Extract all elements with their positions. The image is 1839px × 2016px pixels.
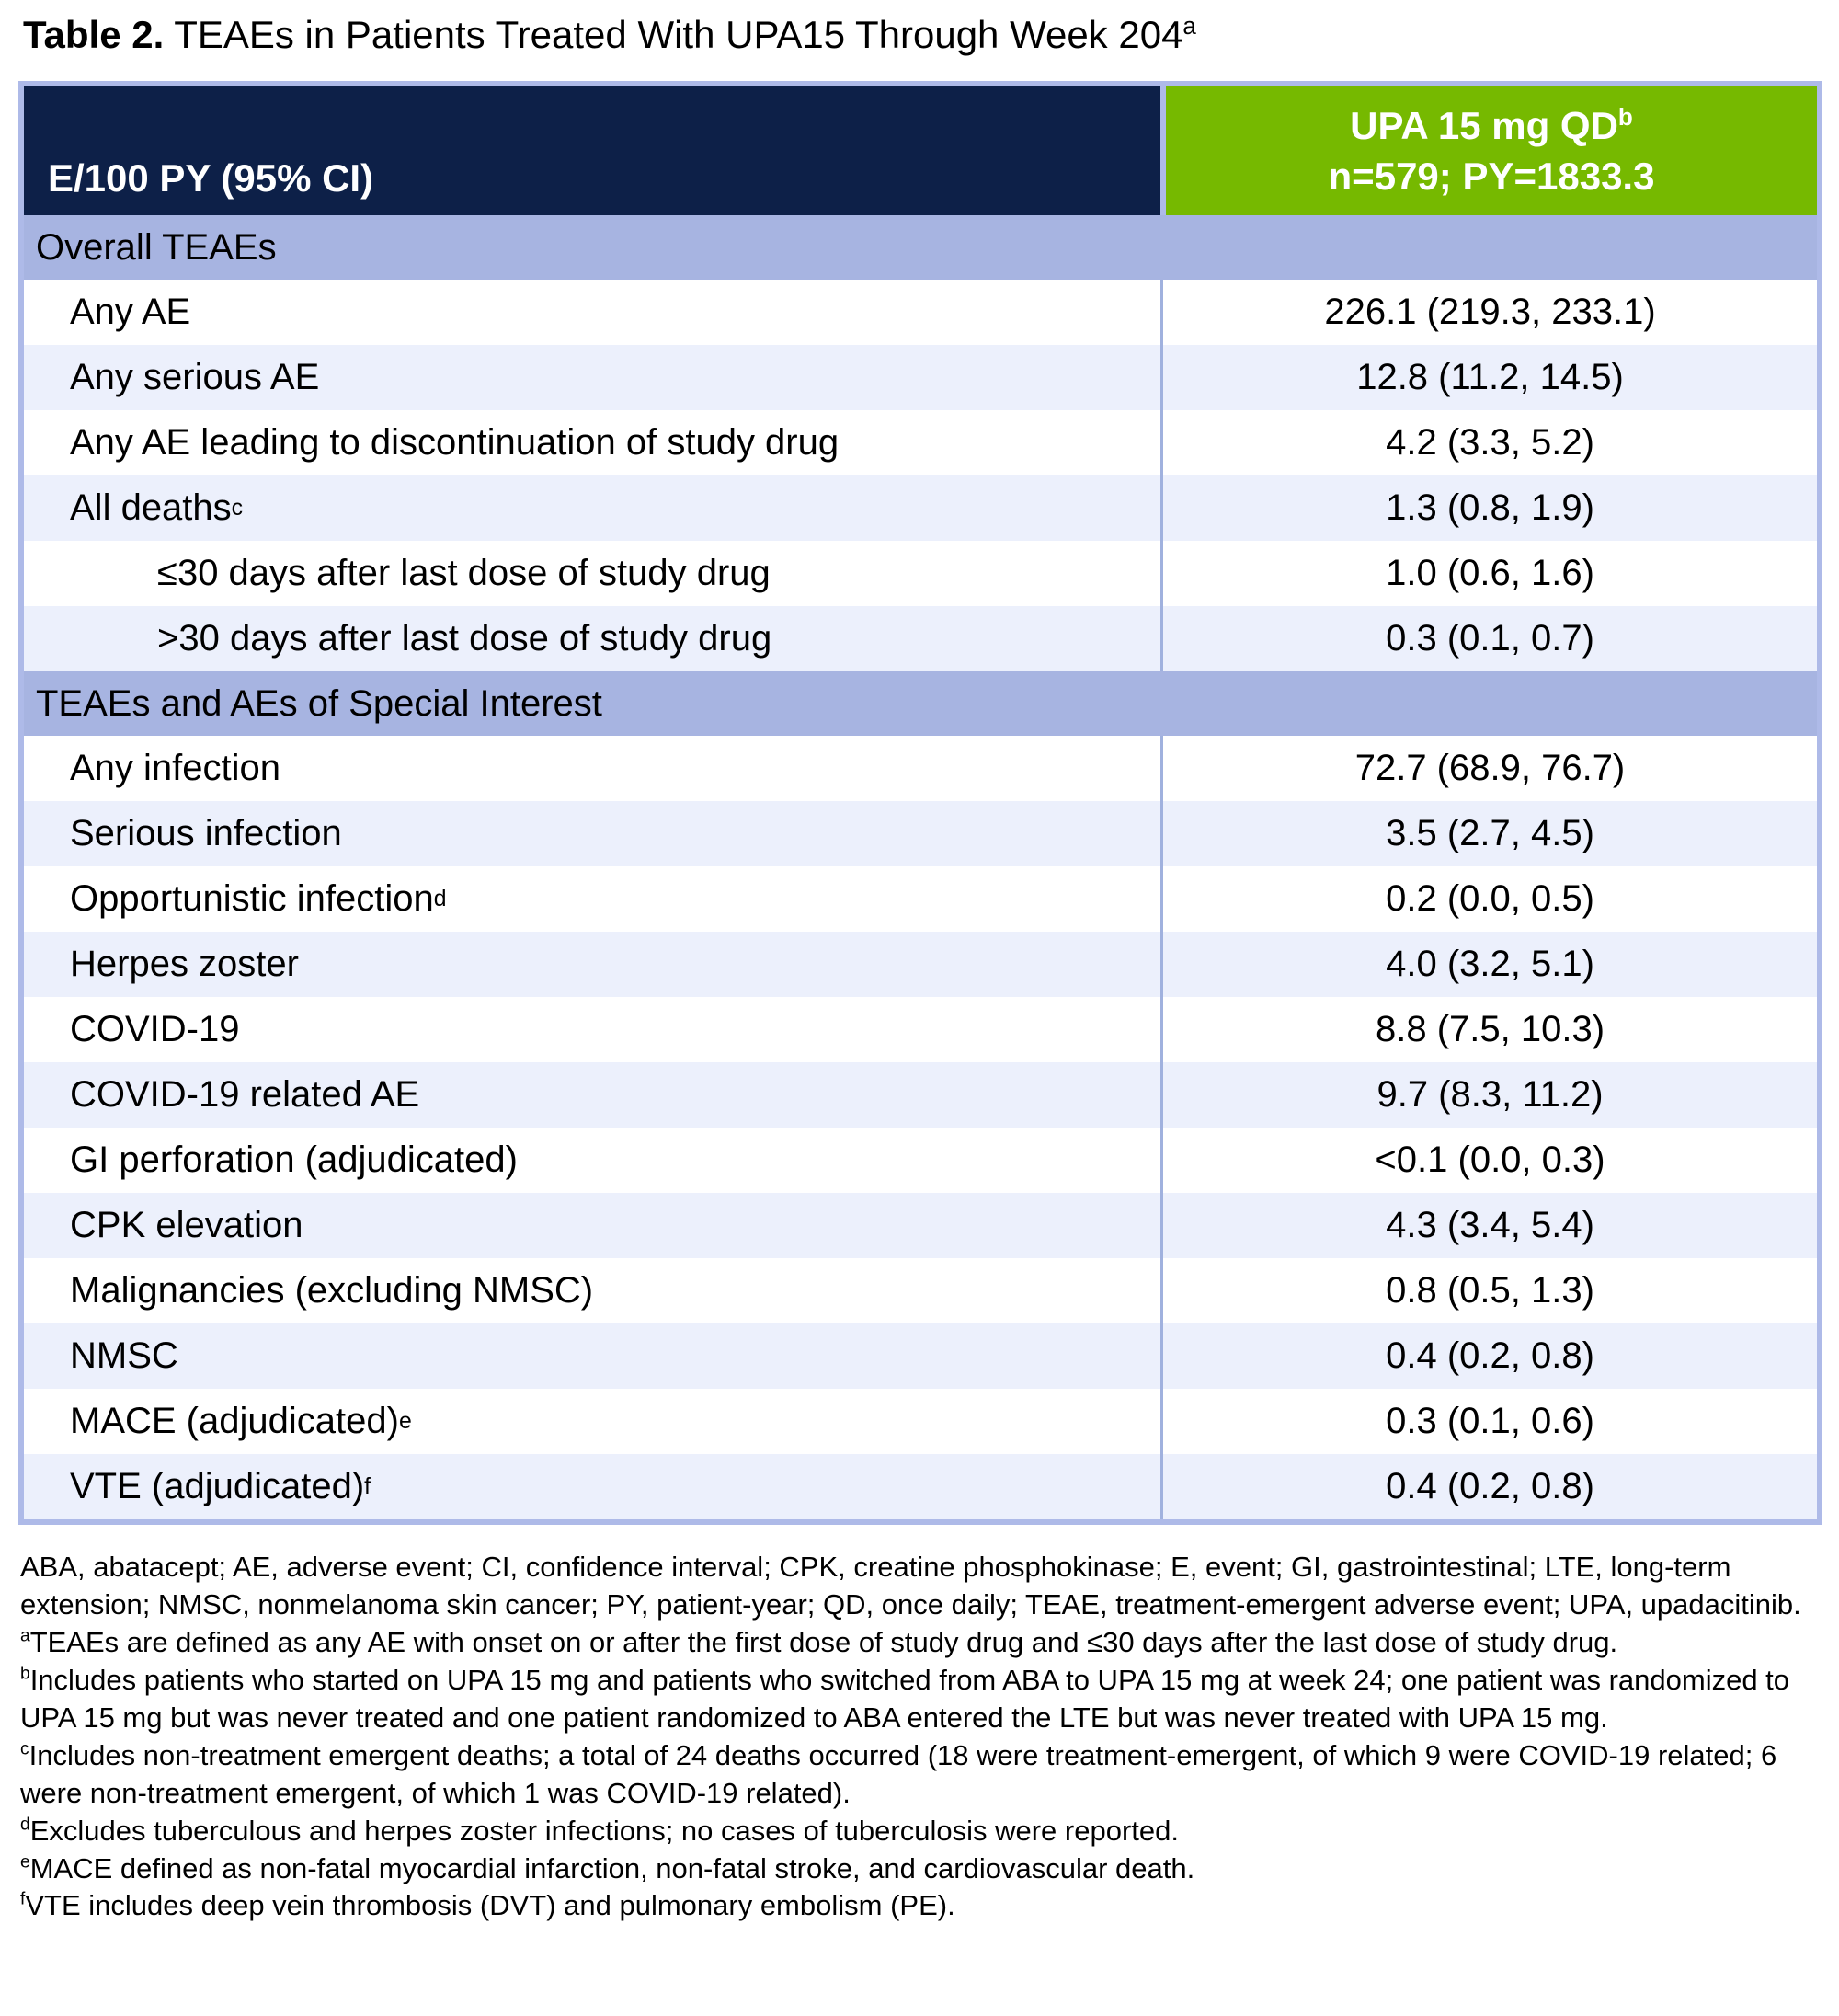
table-title-number: Table 2. (23, 13, 165, 56)
footnote (20, 1662, 1815, 1737)
footnote-marker: e (20, 1852, 30, 1873)
footnote-text: Includes patients who started on UPA 15 mg and patients who switched from ABA to UPA 15 mg at week 24; one patient was randomized to UPA 15 mg but was never treated and one patient randomized to ABA entered the LTE but was never treated with UPA 15 mg. (20, 1664, 1790, 1734)
row-value-cell: 1.0 (0.6, 1.6) (1160, 541, 1817, 606)
row-label: VTE (adjudicated) (70, 1466, 365, 1507)
row-value-cell: 4.3 (3.4, 5.4) (1160, 1193, 1817, 1258)
footnote-text: ABA, abatacept; AE, adverse event; CI, confidence interval; CPK, creatine phosphokinase; E, event; GI, gastrointestinal; LTE, long-term extension; NMSC, nonmelanoma skin cancer; PY, patient-year; QD, once daily; TEAE, treatment-emergent adverse event; UPA, upadacitinib. (20, 1551, 1801, 1621)
row-label-cell (24, 410, 1160, 475)
table-row (24, 1128, 1817, 1193)
row-label-cell (24, 541, 1160, 606)
table-row (24, 1258, 1817, 1323)
row-value-cell: 0.8 (0.5, 1.3) (1160, 1258, 1817, 1323)
row-value-cell: 3.5 (2.7, 4.5) (1160, 801, 1817, 866)
footnote-marker: a (20, 1626, 30, 1646)
page (0, 13, 1839, 2016)
row-label: All deaths (70, 487, 232, 529)
table-row (24, 736, 1817, 801)
row-label-cell (24, 1062, 1160, 1128)
row-label-cell (24, 801, 1160, 866)
row-label: MACE (adjudicated) (70, 1401, 399, 1442)
section-header-row (24, 215, 1817, 280)
row-label-cell (24, 736, 1160, 801)
row-value-cell: 0.4 (0.2, 0.8) (1160, 1454, 1817, 1519)
row-label-cell (24, 1128, 1160, 1193)
row-value-cell: 226.1 (219.3, 233.1) (1160, 280, 1817, 345)
row-label: Malignancies (excluding NMSC) (70, 1270, 594, 1312)
footnote-text: Includes non-treatment emergent deaths; a total of 24 deaths occurred (18 were treatment-emergent, of which 9 were COVID-19 related; 6 were non-treatment emergent, of which 1 was COVID-19 related). (20, 1738, 1777, 1809)
table-row (24, 1193, 1817, 1258)
row-label-cell (24, 1258, 1160, 1323)
row-label-cell (24, 997, 1160, 1062)
row-value-cell: 8.8 (7.5, 10.3) (1160, 997, 1817, 1062)
row-label-cell (24, 1193, 1160, 1258)
table-row (24, 345, 1817, 410)
row-label: Any infection (70, 748, 281, 789)
header-treatment-superscript: b (1617, 102, 1633, 131)
row-label: CPK elevation (70, 1205, 303, 1246)
table-row (24, 866, 1817, 932)
header-measure-label: E/100 PY (95% CI) (48, 156, 374, 200)
row-label-cell (24, 606, 1160, 671)
table-title-text: TEAEs in Patients Treated With UPA15 Through Week 204 (164, 13, 1183, 56)
table-row (24, 1323, 1817, 1389)
row-label-cell (24, 932, 1160, 997)
row-label: Herpes zoster (70, 944, 299, 985)
section-header-label: TEAEs and AEs of Special Interest (36, 682, 602, 724)
row-label-cell (24, 1323, 1160, 1389)
row-value-cell: 0.3 (0.1, 0.7) (1160, 606, 1817, 671)
header-row (24, 86, 1817, 215)
footnote (20, 1850, 1815, 1888)
row-value-cell: 4.2 (3.3, 5.2) (1160, 410, 1817, 475)
table-row (24, 1062, 1817, 1128)
section-header-label: Overall TEAEs (36, 226, 277, 268)
footnote-text: Excludes tuberculous and herpes zoster infections; no cases of tuberculosis were reported. (29, 1814, 1179, 1847)
row-value-cell: 0.4 (0.2, 0.8) (1160, 1323, 1817, 1389)
footnote-marker: c (20, 1739, 29, 1759)
row-label-cell (24, 280, 1160, 345)
row-value-cell: 1.3 (0.8, 1.9) (1160, 475, 1817, 541)
row-label: GI perforation (adjudicated) (70, 1140, 518, 1181)
row-value-cell: 12.8 (11.2, 14.5) (1160, 345, 1817, 410)
table-row (24, 410, 1817, 475)
footnote (20, 1624, 1815, 1662)
footnote (20, 1887, 1815, 1925)
row-label: >30 days after last dose of study drug (157, 618, 772, 659)
header-treatment-cell (1160, 86, 1817, 215)
footnote-text: TEAEs are defined as any AE with onset on or after the first dose of study drug and ≤30 days after the last dose of study drug. (29, 1626, 1618, 1659)
table-rows (24, 215, 1817, 1519)
footnotes (20, 1549, 1815, 1925)
table-row (24, 997, 1817, 1062)
table-title-superscript: a (1182, 12, 1196, 40)
row-label-cell (24, 345, 1160, 410)
footnote-marker: b (20, 1664, 30, 1684)
table-row (24, 1389, 1817, 1454)
table-row (24, 541, 1817, 606)
row-label: NMSC (70, 1335, 178, 1377)
row-value-cell: 4.0 (3.2, 5.1) (1160, 932, 1817, 997)
table-row (24, 1454, 1817, 1519)
footnote-marker: f (20, 1890, 26, 1910)
row-label: Any serious AE (70, 357, 320, 398)
table-row (24, 932, 1817, 997)
row-label-cell: MACE (adjudicated) e (70, 1401, 412, 1442)
table-row (24, 606, 1817, 671)
row-label: Opportunistic infection (70, 878, 434, 920)
footnote-marker: d (20, 1815, 30, 1835)
table-row (24, 801, 1817, 866)
footnote-text: VTE includes deep vein thrombosis (DVT) and pulmonary embolism (PE). (25, 1889, 955, 1922)
row-label-cell: VTE (adjudicated) f (70, 1466, 371, 1507)
row-label: ≤30 days after last dose of study drug (157, 553, 771, 594)
footnote (20, 1737, 1815, 1813)
table-row (24, 280, 1817, 345)
header-treatment-line1: UPA 15 mg $QD^b$ (1350, 102, 1633, 147)
header-treatment-line2: n=579; PY=1833.3 (1328, 155, 1655, 199)
section-header-row (24, 671, 1817, 736)
row-value-cell: <0.1 (0.0, 0.3) (1160, 1128, 1817, 1193)
row-label-cell: All deaths c (70, 487, 244, 529)
row-value-cell: 0.2 (0.0, 0.5) (1160, 866, 1817, 932)
teae-table (18, 81, 1822, 1525)
row-value-cell: 72.7 (68.9, 76.7) (1160, 736, 1817, 801)
footnote-text: MACE defined as non-fatal myocardial infarction, non-fatal stroke, and cardiovascular death. (29, 1851, 1195, 1884)
row-label: COVID-19 related AE (70, 1074, 420, 1116)
header-measure-cell (24, 86, 1160, 215)
row-label: Any AE (70, 292, 191, 333)
footnote (20, 1813, 1815, 1850)
footnote (20, 1549, 1815, 1624)
row-value-cell: 0.3 (0.1, 0.6) (1160, 1389, 1817, 1454)
row-label-cell: Opportunistic infection d (70, 878, 447, 920)
row-label: Any AE leading to discontinuation of study drug (70, 422, 840, 464)
table-title (23, 13, 1821, 57)
row-label: Serious infection (70, 813, 342, 854)
row-value-cell: 9.7 (8.3, 11.2) (1160, 1062, 1817, 1128)
table-row (24, 475, 1817, 541)
row-label: COVID-19 (70, 1009, 240, 1050)
